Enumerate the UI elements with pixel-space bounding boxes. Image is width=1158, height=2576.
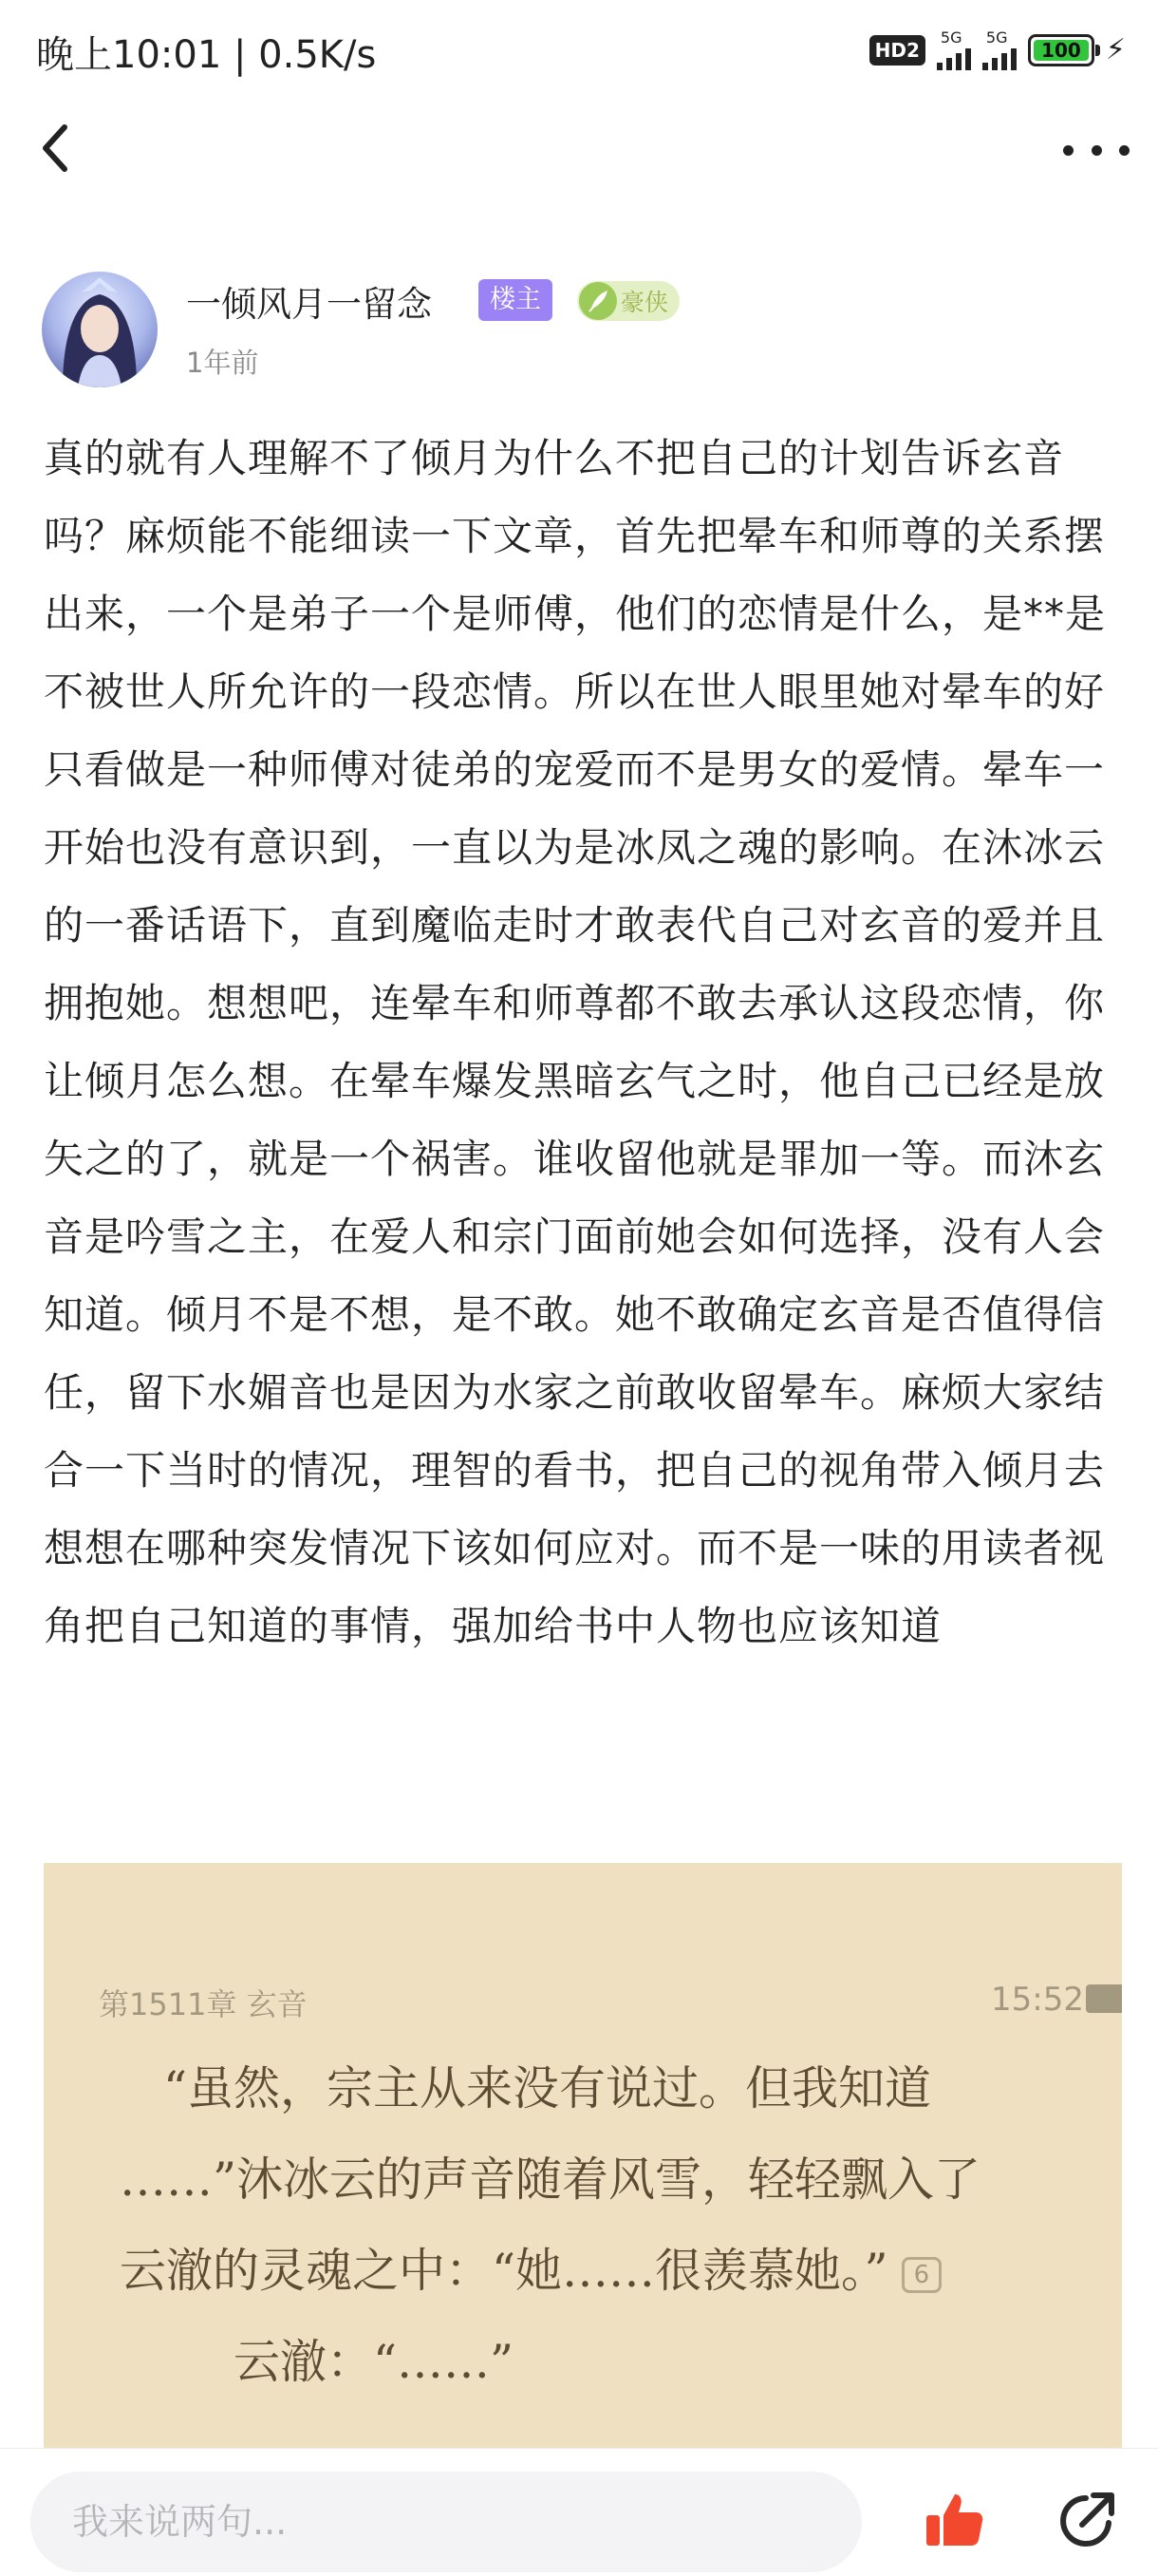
hd-voice-icon: HD2 [869,35,925,66]
charging-icon: ⚡ [1105,33,1126,66]
share-button[interactable] [1054,2487,1120,2553]
back-button[interactable] [28,120,85,177]
status-time: 晚上10:01 | 0.5K/s [36,33,377,77]
owner-badge: 楼主 [478,279,552,321]
image-battery-icon [1086,1984,1122,2013]
signal-icon [937,30,971,70]
battery-level: 100 [1041,39,1081,62]
post-image[interactable] [44,1863,1122,2452]
image-line: ……”沐冰云的声音随着风雪，轻轻飘入了 [120,2153,981,2207]
chevron-left-icon [28,120,85,177]
note-count-icon: 6 [902,2257,943,2293]
more-dot-icon [1063,145,1074,156]
more-dot-icon [1092,145,1102,156]
author-avatar[interactable] [42,272,158,387]
status-bar [0,0,1158,99]
image-line-group [120,2226,1122,2317]
thumbs-up-icon [921,2487,987,2553]
post-time: 1年前 [186,347,259,379]
image-clock: 15:52 [991,1981,1084,2019]
avatar-image [42,272,158,387]
author-name[interactable]: 一倾风月一留念 [186,284,432,325]
more-dot-icon [1119,145,1130,156]
signal-label: 5G [940,28,962,47]
battery-icon [1028,34,1094,66]
more-options-button[interactable] [1063,129,1130,171]
comment-input[interactable] [30,2472,862,2572]
share-icon [1054,2487,1120,2553]
feather-icon [579,282,617,320]
level-badge [577,281,680,321]
image-line: 云澈的灵魂之中：“她……很羡慕她。” [120,2244,888,2298]
signal-label-2: 5G [985,28,1008,47]
bottom-action-bar [0,2448,1158,2576]
image-line: 云澈：“……” [233,2335,514,2389]
level-badge-label: 豪侠 [621,289,669,316]
image-line: “虽然，宗主从来没有说过。但我知道 [163,2061,932,2115]
status-icons [869,27,1126,74]
image-text [120,2043,1122,2408]
like-button[interactable] [921,2487,987,2553]
image-chapter-title: 第1511章 玄音 [99,1986,308,2022]
post-content: 真的就有人理解不了倾月为什么不把自己的计划告诉玄音吗？麻烦能不能细读一下文章，首先把晕车和师尊的关系摆出来，一个是弟子一个是师傅，他们的恋情是什么，是**是不被世人所允许的一段恋情。所以在世人眼里她对晕车的好只看做是一种师傅对徒弟的宠爱而不是男女的爱情。晕车一开始也没有意识到，一直以为是冰凤之魂的影响。在沐冰云的一番话语下，直到魔临走时才敢表代自己对玄音的爱并且拥抱她。想想吧，连晕车和师尊都不敢去承认这段恋情，你让倾月怎么想。在晕车爆发黑暗玄气之时，他自己已经是放矢之的了，就是一个祸害。谁收留他就是罪加一等。而沐玄音是吟雪之主，在爱人和宗门面前她会如何选择，没有人会知道。倾月不是不想，是不敢。她不敢确定玄音是否值得信任，留下水媚音也是因为水家之前敢收留晕车。麻烦大家结合一下当时的情况，理智的看书，把自己的视角带入倾月去想想在哪种突发情况下该如何应对。而不是一味的用读者视角把自己知道的事情，强加给书中人物也应该知道 [44,435,1107,1649]
signal-icon-2 [982,30,1017,70]
